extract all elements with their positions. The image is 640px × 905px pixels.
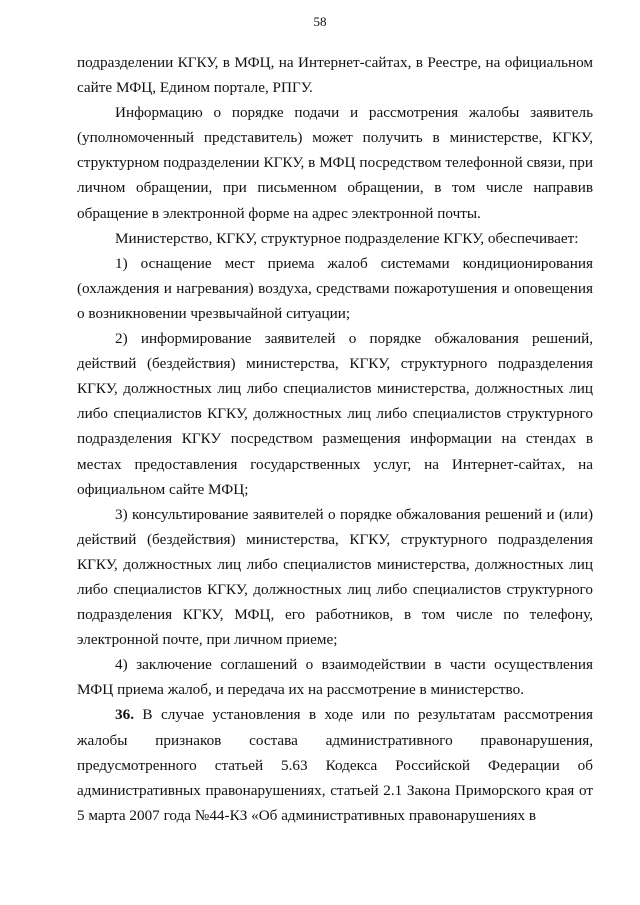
paragraph-continuation: подразделении КГКУ, в МФЦ, на Интернет-сайтах, в Реестре, на официальном сайте МФЦ, Едином портале, РПГУ. (77, 54, 593, 97)
list-item-2 (77, 326, 593, 502)
list-item-number: 4) (115, 656, 128, 674)
list-item-text: консультирование заявителей о порядке обжалования решений и (или) действий (бездействия) министерства, КГКУ, структурного подразделения КГКУ, должностных лиц либо специалистов министерства, должностных лиц либо специалистов КГКУ, должностных лиц либо специалистов структурного подразделения КГКУ, МФЦ, его работников, в том числе по телефону, электронной почте, при личном приеме; (77, 505, 594, 649)
list-item-text: информирование заявителей о порядке обжалования решений, действий (бездействия) министерства, КГКУ, структурного подразделения КГКУ, должностных лиц либо специалистов министерства, должностных лиц либо специалистов КГКУ, должностных лиц либо специалистов структурного подразделения КГКУ посредством размещения информации на стендах в местах предоставления государственных услуг, на Интернет-сайтах, на официальном сайте МФЦ; (77, 330, 594, 498)
list-item-text: заключение соглашений о взаимодействии в части осуществления МФЦ приема жалоб, и передача их на рассмотрение в министерство. (77, 656, 593, 699)
list-item-4 (77, 652, 593, 702)
list-item-number: 3) (115, 505, 128, 523)
list-item-3 (77, 502, 593, 653)
page-number: 58 (313, 14, 327, 29)
list-item-1 (77, 251, 593, 326)
section-text: В случае установления в ходе или по результатам рассмотрения жалобы признаков состава административного правонарушения, предусмотренного статьей 5.63 Кодекса Российской Федерации об административных правонарушениях, статьей 2.1 Закона Приморского края от 5 марта 2007 года №44-КЗ «Об административных правонарушениях в (77, 706, 593, 824)
paragraph-complaint-info: Информацию о порядке подачи и рассмотрения жалобы заявитель (уполномоченный представитель) может получить в министерстве, КГКУ, структурном подразделении КГКУ, в МФЦ посредством телефонной связи, при личном обращении, при письменном обращении, в том числе направив обращение в электронной форме на адрес электронной почты. (77, 104, 593, 222)
list-item-number: 1) (115, 254, 128, 272)
section-number: 36. (115, 706, 134, 724)
document-body (77, 50, 593, 828)
section-36 (77, 702, 593, 827)
list-item-text: оснащение мест приема жалоб системами кондиционирования (охлаждения и нагревания) воздуха, средствами пожаротушения и оповещения о возникновении чрезвычайной ситуации; (77, 254, 593, 322)
paragraph-ministry-provides: Министерство, КГКУ, структурное подразделение КГКУ, обеспечивает: (115, 229, 579, 247)
list-item-number: 2) (115, 330, 128, 348)
